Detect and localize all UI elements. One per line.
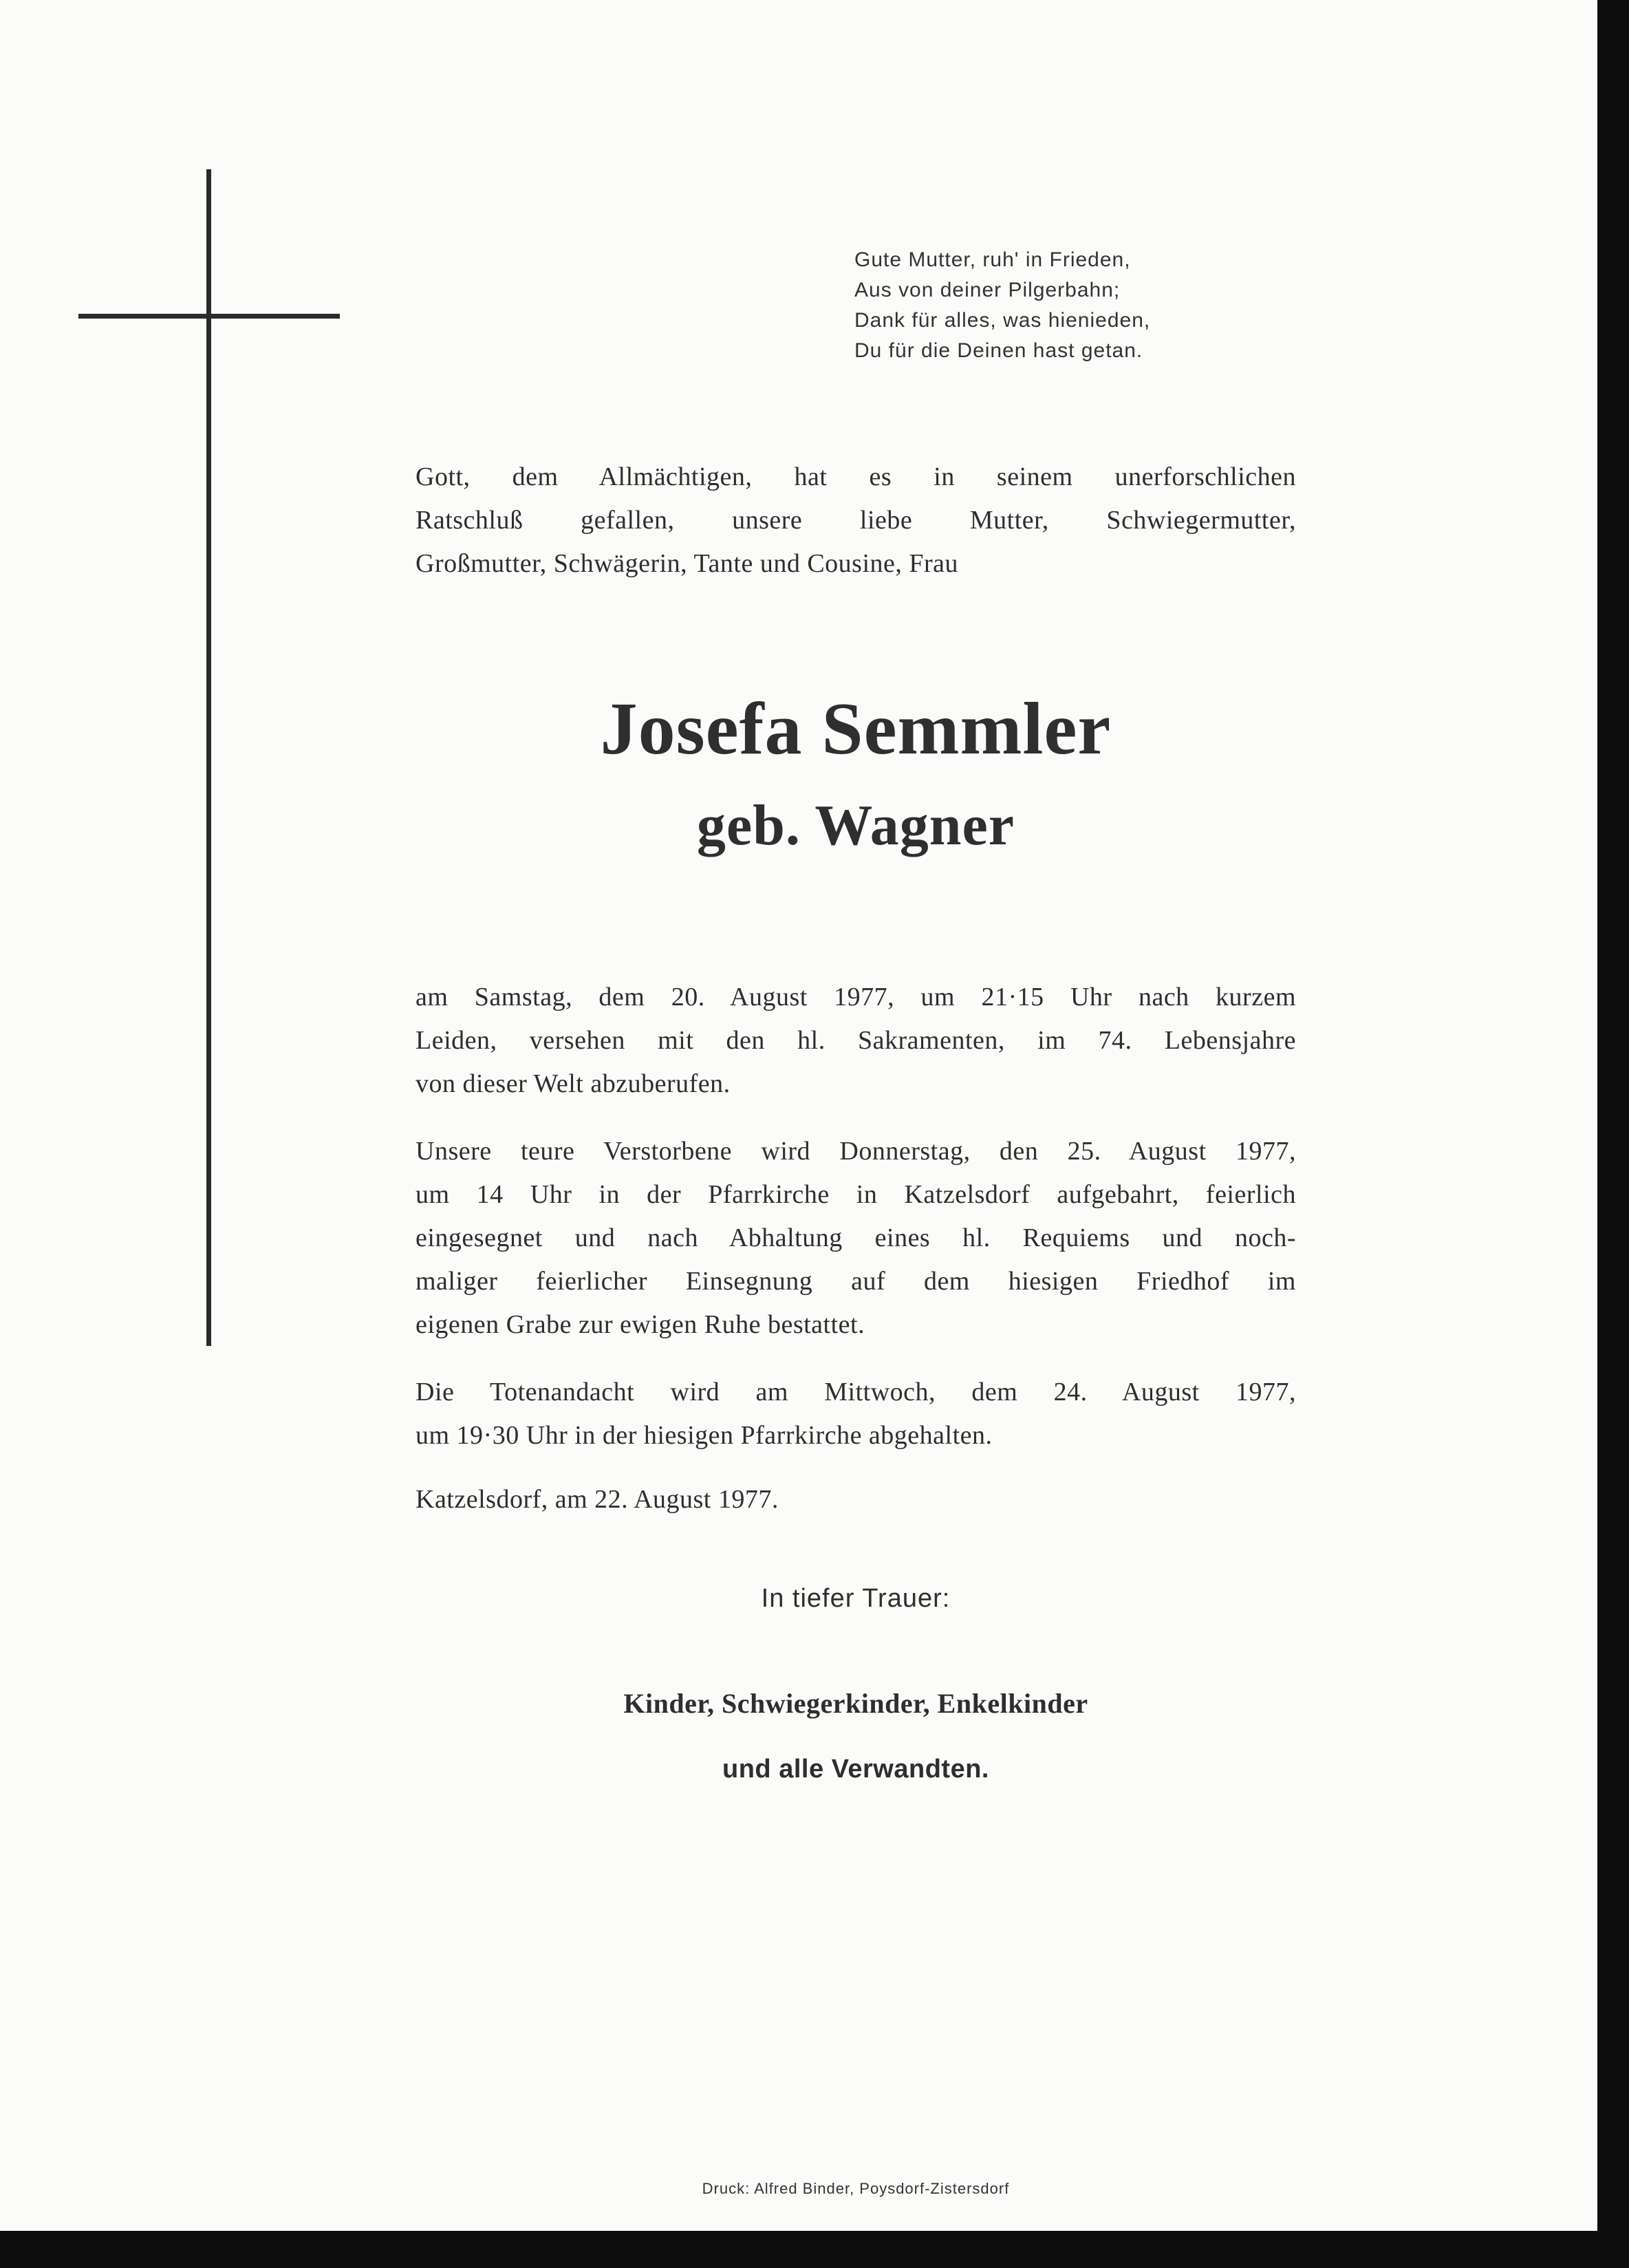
intro-paragraph (416, 456, 1296, 586)
deceased-name: Josefa Semmler (600, 688, 1112, 770)
poem-line: Gute Mutter, ruh' in Frieden, (854, 248, 1131, 271)
intro-line: Ratschluß gefallen, unsere liebe Mutter, Schwiegermutter, (416, 506, 1296, 535)
paragraph-line: Leiden, versehen mit den hl. Sakramenten, im 74. Lebensjahre (416, 1026, 1296, 1055)
paragraph-line: um 19·30 Uhr in der hiesigen Pfarrkirche abgehalten. (416, 1421, 993, 1450)
cross-icon-horizontal-bar (78, 314, 340, 319)
paragraph-line: eingesegnet und nach Abhaltung eines hl. Requiems und noch- (416, 1223, 1296, 1252)
paragraph-line: Die Totenandacht wird am Mittwoch, dem 24. August 1977, (416, 1378, 1296, 1406)
mourning-label: In tiefer Trauer: (761, 1584, 951, 1613)
scan-border-right (1597, 0, 1629, 2268)
intro-line: Gott, dem Allmächtigen, hat es in seinem unerforschlichen (416, 462, 1296, 491)
scan-border-bottom (0, 2231, 1629, 2268)
poem-line: Dank für alles, was hienieden, (854, 309, 1151, 332)
vigil-paragraph (416, 1371, 1296, 1457)
paragraph-line: maliger feierlicher Einsegnung auf dem hiesigen Friedhof im (416, 1267, 1296, 1296)
paragraph-line: Unsere teure Verstorbene wird Donnerstag, den 25. August 1977, (416, 1137, 1296, 1166)
memorial-poem (854, 245, 1267, 366)
intro-line: Großmutter, Schwägerin, Tante und Cousine, Frau (416, 549, 959, 578)
cross-icon-vertical-bar (206, 169, 211, 1346)
place-date (416, 1478, 1296, 1521)
paragraph-line: um 14 Uhr in der Pfarrkirche in Katzelsdorf aufgebahrt, feierlich (416, 1180, 1296, 1209)
poem-line: Du für die Deinen hast getan. (854, 339, 1143, 362)
paragraph-line: eigenen Grabe zur ewigen Ruhe bestattet. (416, 1310, 865, 1339)
printer-credit: Druck: Alfred Binder, Poysdorf-Zistersdorf (702, 2180, 1010, 2197)
mourners-family: Kinder, Schwiegerkinder, Enkelkinder (623, 1688, 1088, 1719)
place-date-line: Katzelsdorf, am 22. August 1977. (416, 1485, 779, 1514)
funeral-paragraph (416, 1130, 1296, 1347)
maiden-name: geb. Wagner (696, 793, 1015, 857)
mourners-relatives: und alle Verwandten. (722, 1755, 989, 1784)
poem-line: Aus von deiner Pilgerbahn; (854, 279, 1121, 301)
paragraph-line: von dieser Welt abzuberufen. (416, 1069, 731, 1098)
death-paragraph (416, 976, 1296, 1106)
paragraph-line: am Samstag, dem 20. August 1977, um 21·15 Uhr nach kurzem (416, 983, 1296, 1012)
